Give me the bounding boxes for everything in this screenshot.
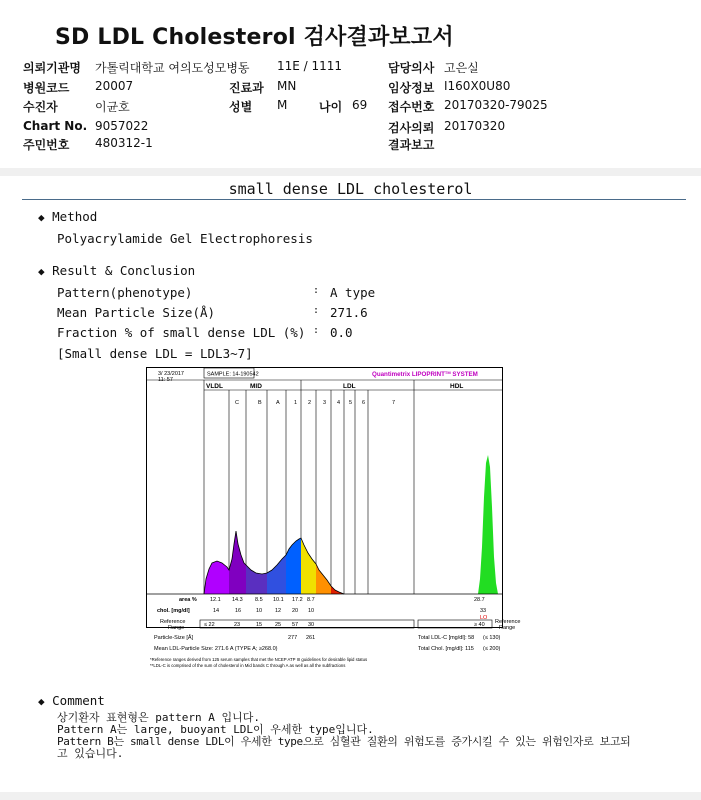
chart-brand-tm: TM <box>444 370 451 375</box>
diamond-bullet-icon: ◆ <box>38 265 45 278</box>
region-hdl: HDL <box>450 383 464 390</box>
diamond-bullet-icon: ◆ <box>38 695 45 708</box>
region-mid: MID <box>250 383 262 390</box>
field-value-hospital-code: 20007 <box>95 79 134 93</box>
chol-value: 12 <box>275 608 282 614</box>
field-label-age: 나이 <box>319 100 343 114</box>
chart-time: 11: 57 <box>158 377 173 383</box>
total-chol-ref: (≤ 200) <box>483 646 501 652</box>
chol-value: 14 <box>213 608 220 614</box>
area-value: 12.1 <box>210 597 221 603</box>
field-label-sex: 성별 <box>229 100 253 114</box>
comment-line: 고 있습니다. <box>57 747 124 760</box>
ref-value: ≥ 40 <box>474 622 485 628</box>
field-value-chart-no: 9057022 <box>95 119 149 133</box>
field-label-department: 진료과 <box>229 81 264 95</box>
field-value-department: MN <box>277 79 297 93</box>
comment-line: Pattern A는 large, buoyant LDL이 우세한 type입니다. <box>57 723 374 736</box>
chol-value: 33 <box>480 608 487 614</box>
footnote: *Reference ranges derived from 125 serum samples that met the NCEP ATP III guidelines for desirable lipid status <box>150 657 368 662</box>
result-label-size: Mean Particle Size(Å) <box>57 305 216 320</box>
result-label-pattern: Pattern(phenotype) <box>57 285 193 300</box>
field-value-request-date: 20170320 <box>444 119 506 133</box>
hdl-flag: LO <box>480 615 488 621</box>
total-ldl-ref: (≤ 130) <box>483 635 501 641</box>
section-divider <box>22 199 686 200</box>
method-heading: Method <box>52 209 98 224</box>
lipoprint-chart <box>146 367 521 669</box>
chart-brand-system: SYSTEM <box>450 371 478 378</box>
chol-value: 20 <box>292 608 299 614</box>
field-label-chart-no: Chart No. <box>23 119 88 133</box>
ref-value: ≤ 22 <box>204 622 215 628</box>
result-heading-row <box>38 263 195 278</box>
total-ldl: Total LDL-C [mg/dl]: 58 <box>418 635 475 641</box>
result-note: [Small dense LDL = LDL3~7] <box>57 346 253 361</box>
result-sep: : <box>313 325 320 336</box>
diamond-bullet-icon: ◆ <box>38 211 45 224</box>
particle-size-label: Particle-Size [Å] <box>154 635 194 641</box>
comment-line: 상기환자 표현형은 pattern A 입니다. <box>57 711 260 724</box>
band-label: 2 <box>308 400 312 406</box>
field-value-requester: 가톨릭대학교 여의도성모병동 <box>95 61 250 75</box>
field-label-hospital-code: 병원코드 <box>23 81 70 95</box>
field-label-patient: 수진자 <box>23 100 58 114</box>
result-heading: Result & Conclusion <box>52 263 196 278</box>
field-value-receipt-no: 20170320-79025 <box>444 98 548 112</box>
field-value-clinical-info: I160X0U80 <box>444 79 511 93</box>
band-label: 3 <box>323 400 327 406</box>
chol-value: 10 <box>308 608 315 614</box>
ref-value: 23 <box>234 622 241 628</box>
chol-value: 16 <box>235 608 242 614</box>
result-value-fraction: 0.0 <box>330 325 353 340</box>
footnote: **LDL-C is comprised of the sum of cholesterol in Mid bands C through A as well as all the subfractions <box>150 663 346 668</box>
chart-sample: SAMPLE: 14-190542 <box>207 371 259 378</box>
mean-size: Mean LDL-Particle Size: 271.6 A (TYPE A; ≥268.0) <box>154 646 278 652</box>
result-label-fraction: Fraction % of small dense LDL (%) <box>57 325 306 340</box>
field-label-requester: 의뢰기관명 <box>23 61 81 75</box>
field-label-report-date: 결과보고 <box>388 138 435 152</box>
band-label: 5 <box>349 400 353 406</box>
band-label: 1 <box>294 400 298 406</box>
field-label-receipt-no: 접수번호 <box>388 100 435 114</box>
particle-size-value: 277 <box>288 635 298 641</box>
area-value: 8.5 <box>255 597 263 603</box>
result-value-size: 271.6 <box>330 305 368 320</box>
area-value: 17.2 <box>292 597 303 603</box>
field-value-patient: 이균호 <box>95 100 130 114</box>
field-label-clinical-info: 임상정보 <box>388 81 435 95</box>
section-title: small dense LDL cholesterol <box>228 180 473 198</box>
area-value: 28.7 <box>474 597 485 603</box>
field-label-resident-no: 주민번호 <box>23 138 70 152</box>
band-label: 6 <box>362 400 366 406</box>
field-value-resident-no: 480312-1 <box>95 136 153 150</box>
area-value: 14.3 <box>232 597 243 603</box>
region-vldl: VLDL <box>206 383 223 390</box>
ref-value: 25 <box>275 622 282 628</box>
region-ldl: LDL <box>343 383 356 390</box>
total-chol: Total Chol. [mg/dl]: 115 <box>418 646 474 652</box>
result-sep: : <box>313 285 320 296</box>
field-label-doctor: 담당의사 <box>388 61 435 75</box>
chart-brand-name: Quantimetrix LIPOPRINT <box>372 371 445 378</box>
chol-label: chol. [mg/dl] <box>157 608 190 614</box>
area-value: 10.1 <box>273 597 284 603</box>
ref-label-right: Range <box>499 625 516 631</box>
comment-heading: Comment <box>52 693 105 708</box>
method-text: Polyacrylamide Gel Electrophoresis <box>57 231 313 246</box>
band-label: B <box>258 400 262 406</box>
field-value-age: 69 <box>352 98 368 112</box>
particle-size-value: 261 <box>306 635 316 641</box>
ref-label-right: Reference <box>495 619 521 625</box>
field-value-ward: 11E / 1111 <box>277 59 343 73</box>
band-label: 7 <box>392 400 396 406</box>
band-label: C <box>235 400 239 406</box>
ref-label: Reference <box>160 619 186 625</box>
result-value-pattern: A type <box>330 285 376 300</box>
field-label-request-date: 검사의뢰 <box>388 121 435 135</box>
ref-value: 30 <box>308 622 315 628</box>
chart-brand <box>372 370 478 378</box>
chart-date: 3/ 23/2017 <box>158 371 184 377</box>
ref-label: Range <box>168 625 185 631</box>
ref-value: 15 <box>256 622 263 628</box>
band-label: 4 <box>337 400 341 406</box>
area-value: 8.7 <box>307 597 315 603</box>
field-value-doctor: 고은실 <box>444 61 479 75</box>
comment-heading-row <box>38 693 105 708</box>
field-value-sex: M <box>277 98 288 112</box>
result-sep: : <box>313 305 320 316</box>
method-heading-row <box>38 209 97 224</box>
comment-line: Pattern B는 small dense LDL이 우세한 type으로 심혈관 질환의 위험도를 증가시킬 수 있는 위험인자로 보고되 <box>57 735 631 748</box>
ref-value: 57 <box>292 622 299 628</box>
band-label: A <box>276 400 280 406</box>
page-title: SD LDL Cholesterol 검사결과보고서 <box>55 25 454 50</box>
chol-value: 10 <box>256 608 263 614</box>
area-label: area % <box>179 597 197 603</box>
